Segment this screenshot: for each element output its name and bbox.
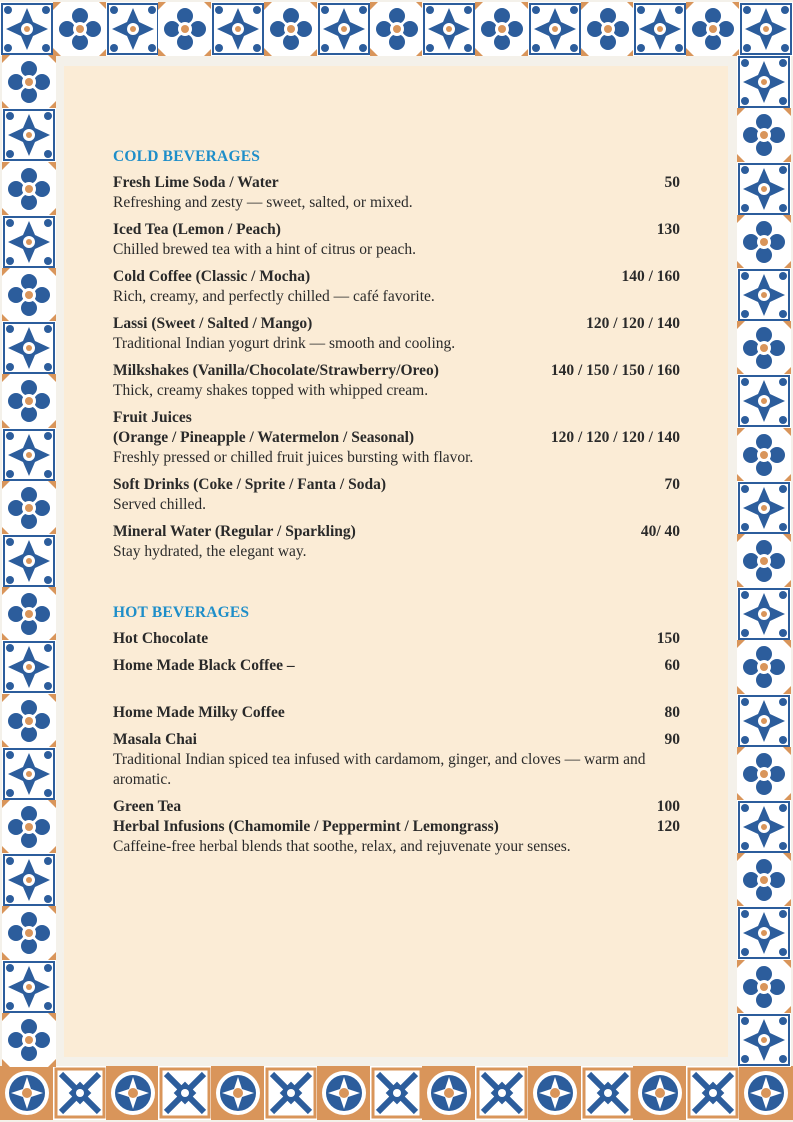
menu-item: [113, 314, 680, 354]
item-name: Fresh Lime Soda / Water: [113, 174, 279, 191]
border-tile: [264, 1066, 318, 1120]
border-tile: [737, 694, 791, 748]
border-tile: [2, 108, 56, 162]
item-description: Freshly pressed or chilled fruit juices bursting with flavor.: [113, 449, 474, 466]
item-description: Chilled brewed tea with a hint of citrus or peach.: [113, 241, 417, 258]
item-price: 140 / 160: [621, 268, 680, 285]
item-name: Mineral Water (Regular / Sparkling): [113, 523, 356, 540]
menu-item: [113, 475, 680, 515]
border-tile: [370, 1066, 424, 1120]
border-tile: [53, 2, 107, 56]
border-tile: [686, 2, 740, 56]
menu-item: [113, 522, 680, 562]
border-tile: [528, 2, 582, 56]
border-tile: [2, 374, 56, 428]
item-price: 120: [656, 818, 680, 835]
item-name-heading: Fruit Juices: [113, 409, 192, 426]
border-tile: [475, 1066, 529, 1120]
border-tile: [2, 215, 56, 269]
border-tile: [737, 55, 791, 109]
border-tile: [581, 1066, 635, 1120]
border-tile: [737, 162, 791, 216]
border-tile: [2, 162, 56, 216]
item-price: 130: [656, 221, 680, 238]
item-price: 40/ 40: [640, 523, 680, 540]
border-tile: [737, 853, 791, 907]
item-description: Refreshing and zesty — sweet, salted, or mixed.: [113, 194, 413, 211]
border-tile: [106, 1066, 160, 1120]
border-tile: [2, 694, 56, 748]
item-price: 80: [664, 704, 680, 721]
border-tile: [422, 2, 476, 56]
item-description: Rich, creamy, and perfectly chilled — café favorite.: [113, 288, 435, 305]
item-description: Traditional Indian yogurt drink — smooth and cooling.: [113, 335, 456, 352]
border-tile: [158, 2, 212, 56]
item-price: 50: [664, 174, 680, 191]
border-tile: [317, 1066, 371, 1120]
item-name: Green Tea: [113, 798, 182, 815]
border-tile: [581, 2, 635, 56]
item-price: 120 / 120 / 140: [586, 315, 680, 332]
border-tile: [737, 321, 791, 375]
border-tile: [633, 1066, 687, 1120]
menu-item: [113, 173, 680, 213]
border-tile: [737, 428, 791, 482]
border-tile: [686, 1066, 740, 1120]
item-description: Stay hydrated, the elegant way.: [113, 543, 307, 560]
border-tile: [370, 2, 424, 56]
item-name: Masala Chai: [113, 731, 197, 748]
border-tile: [106, 2, 160, 56]
border-tile: [2, 481, 56, 535]
menu-item: [113, 408, 680, 468]
border-tile: [158, 1066, 212, 1120]
border-tile: [2, 1013, 56, 1067]
item-price: 100: [656, 798, 680, 815]
item-description: Caffeine-free herbal blends that soothe, relax, and rejuvenate your senses.: [113, 838, 571, 855]
border-tile: [0, 1066, 54, 1120]
border-tile: [737, 587, 791, 641]
section-title: COLD BEVERAGES: [113, 148, 261, 165]
border-tile: [422, 1066, 476, 1120]
border-tile: [211, 2, 265, 56]
border-tile: [2, 321, 56, 375]
border-tile: [739, 2, 793, 56]
item-name: Soft Drinks (Coke / Sprite / Fanta / Soda): [113, 476, 386, 493]
menu-item: [113, 797, 680, 817]
border-tile: [528, 1066, 582, 1120]
border-tile: [2, 800, 56, 854]
border-tile: [264, 2, 318, 56]
item-name: Cold Coffee (Classic / Mocha): [113, 268, 311, 285]
border-tile: [317, 2, 371, 56]
border-tile: [2, 268, 56, 322]
border-tile: [2, 747, 56, 801]
menu-item: [113, 703, 680, 723]
item-name: (Orange / Pineapple / Watermelon / Seasonal): [113, 429, 415, 446]
border-tile: [739, 1066, 793, 1120]
border-tile: [2, 906, 56, 960]
border-tile: [737, 268, 791, 322]
border-tile: [633, 2, 687, 56]
item-price: 90: [664, 731, 680, 748]
border-tile: [211, 1066, 265, 1120]
border-tile: [2, 587, 56, 641]
menu-item: [113, 656, 680, 696]
menu-item: [113, 361, 680, 401]
item-name: Lassi (Sweet / Salted / Mango): [113, 315, 313, 332]
item-price: 150: [656, 630, 680, 647]
item-name: Herbal Infusions (Chamomile / Peppermint / Lemongrass): [113, 818, 499, 835]
item-price: 70: [664, 476, 680, 493]
item-name: Hot Chocolate: [113, 630, 209, 647]
menu-item: [113, 730, 680, 790]
beverage-menu: [113, 147, 680, 864]
item-name: Home Made Black Coffee –: [113, 657, 295, 674]
section-hot-beverages: [113, 603, 680, 857]
border-tile: [53, 1066, 107, 1120]
item-name: Home Made Milky Coffee: [113, 704, 285, 721]
border-tile: [0, 2, 54, 56]
item-description: Served chilled.: [113, 496, 206, 513]
border-tile: [737, 215, 791, 269]
section-cold-beverages: [113, 147, 680, 562]
item-name: Milkshakes (Vanilla/Chocolate/Strawberry/Oreo): [113, 362, 439, 379]
border-tile: [2, 534, 56, 588]
menu-item: [113, 629, 680, 649]
border-tile: [475, 2, 529, 56]
item-price: 120 / 120 / 120 / 140: [550, 429, 680, 446]
border-tile: [737, 640, 791, 694]
menu-item: [113, 220, 680, 260]
item-description: Thick, creamy shakes topped with whipped cream.: [113, 382, 429, 399]
border-tile: [2, 640, 56, 694]
border-tile: [737, 906, 791, 960]
border-tile: [2, 853, 56, 907]
menu-item: [113, 817, 680, 857]
border-tile: [737, 534, 791, 588]
item-name: Iced Tea (Lemon / Peach): [113, 221, 281, 238]
section-title: HOT BEVERAGES: [113, 604, 250, 621]
border-tile: [2, 428, 56, 482]
border-tile: [737, 481, 791, 535]
border-tile: [737, 960, 791, 1014]
item-price: 60: [664, 657, 680, 674]
border-tile: [737, 1013, 791, 1067]
border-tile: [2, 960, 56, 1014]
menu-item: [113, 267, 680, 307]
border-tile: [737, 374, 791, 428]
border-tile: [2, 55, 56, 109]
border-tile: [737, 747, 791, 801]
item-price: 140 / 150 / 150 / 160: [550, 362, 680, 379]
border-tile: [737, 108, 791, 162]
border-tile: [737, 800, 791, 854]
item-description: Traditional Indian spiced tea infused with cardamom, ginger, and cloves — warm and aromatic.: [113, 751, 646, 788]
